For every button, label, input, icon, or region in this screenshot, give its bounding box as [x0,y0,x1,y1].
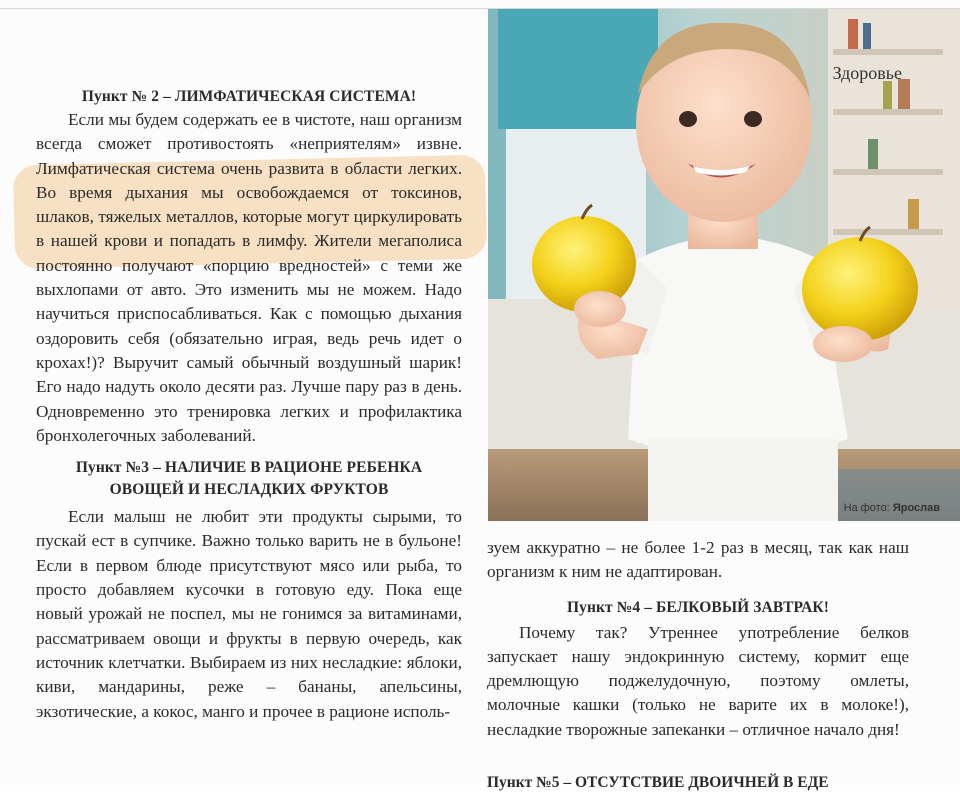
section-3-text: Если малыш не любит эти продукты сырыми, то пускай ест в супчике. Важно только варить не в бульоне! Если в первом блюде присутствуют мясо или рыба, то просто добавляем кусочки в готовую еду. Пока еще новый урожай не поспел, мы не гонимся за витаминами, рассматриваем овощи и фрукты в первую очередь, как источник клетчатки. Выбираем из них несладкие: яблоки, киви, мандарины, реже – бананы, апельсины, экзотические, а кокос, манго и прочее в рационе исполь- [36,507,462,721]
continuation-text: зуем аккуратно – не более 1-2 раз в месяц, так как наш организм к ним не адаптирован. [487,538,909,582]
photo-credit [844,502,940,514]
section-4-text: Почему так? Утреннее употребление белков запускает нашу эндокринную систему, кормит еще дремлющую поджелудочную, поэтому омлеты, молочные кашки (только не варите их в молоке!), несладкие творожные запеканки – отличное начало дня! [487,622,909,739]
right-column [487,536,909,742]
section-label: Здоровье [832,63,902,83]
section-5-heading-cut: Пункт №5 – ОТСУТСТВИЕ ДВОИЧНЕЙ В ЕДЕ [487,774,829,791]
section-2-heading: Пункт № 2 – ЛИМФАТИЧЕСКАЯ СИСТЕМА! [81,88,417,105]
section-2-text: Если мы будем содержать ее в чистоте, наш организм всегда сможет противостоять «неприятелям» извне. Лимфатическая система очень развита в области легких. Во время дыхания мы освобождаемся от токсинов, шлаков, тяжелых металлов, которые могут циркулировать в нашей крови и попадать в лимфу. Жители мегаполиса постоянно получают «порцию вредностей» с теми же выхлопами от авто. Это изменить мы не можем. Надо научиться приспосабливаться. Как с помощью дыхания оздоровить себя (обязательно играя, ведь речь идет о крохах!)? Выручит самый обычный воздушный шарик! Его надо надуть около десяти раз. Лучше пару раз в день. Одновременно это тренировка легких и профилактика бронхолегочных заболеваний. [36,110,462,445]
photo-illustration [488,9,960,521]
left-column [36,86,462,724]
photo-credit-prefix: На фото: [843,502,890,514]
section-4-heading: Пункт №4 – БЕЛКОВЫЙ ЗАВТРАК! [566,598,830,616]
child-with-apples-photo [488,9,960,521]
photo-credit-name: Ярослав [892,502,940,514]
section-3-heading: Пункт №3 – НАЛИЧИЕ В РАЦИОНЕ РЕБЕНКА ОВОЩЕЙ И НЕСЛАДКИХ ФРУКТОВ [75,459,423,499]
